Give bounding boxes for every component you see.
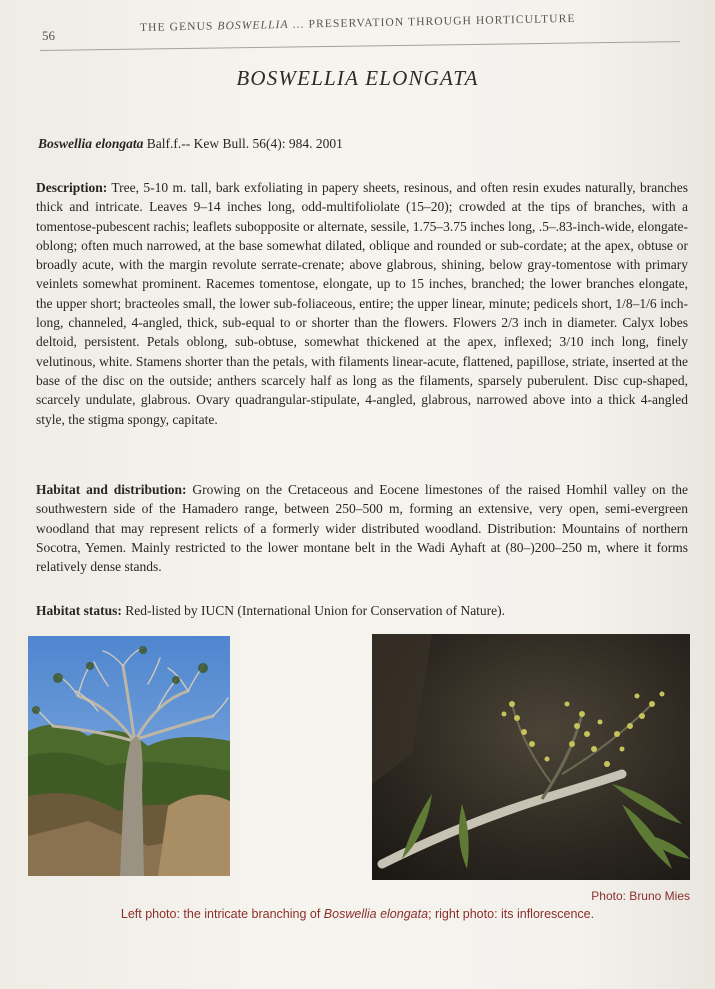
running-head-genus: BOSWELLIA — [217, 18, 289, 33]
inflorescence-photo-image — [372, 634, 690, 880]
description-label: Description: — [36, 180, 108, 195]
page-header — [40, 12, 690, 44]
figure-caption — [0, 907, 715, 921]
citation-reference: Balf.f.-- Kew Bull. 56(4): 984. 2001 — [143, 136, 343, 151]
caption-post: ; right photo: its inflorescence. — [428, 907, 595, 921]
status-text: Red-listed by IUCN (International Union for Conservation of Nature). — [121, 603, 506, 618]
page-title: BOSWELLIA ELONGATA — [236, 66, 479, 90]
citation — [38, 136, 343, 152]
status-label: Habitat status: — [36, 603, 122, 618]
caption-species: Boswellia elongata — [323, 907, 429, 921]
description-paragraph — [36, 178, 688, 429]
running-head — [140, 13, 576, 34]
status-paragraph — [36, 601, 688, 620]
tree-photo-image — [28, 636, 230, 876]
habitat-text: Growing on the Cretaceous and Eocene limestones of the raised Homhil valley on the southwestern side of the Hamadero range, between 250–500 m, forming an extensive, very open, semi-evergreen woodland that may represent relicts of a formerly wider distributed woodland. Distribution: Mountains of northern Socotra, Yemen. Mainly restricted to the lower montane belt in the Wadi Ayhaft at (80–)200–250 m, where it forms relatively dense stands. — [36, 482, 688, 575]
photo-credit: Photo: Bruno Mies — [591, 889, 690, 903]
description-text: Tree, 5-10 m. tall, bark exfoliating in papery sheets, resinous, and often resin exudes naturally, branches thick and intricate. Leaves 9–14 inches long, odd-multifoliolate (15–20); crowded at the tips of branches, with a tomentose-pubescent rachis; leaflets subopposite or alternate, sessile, 1.75–3.75 inches long, .5–.83-inch-wide, elongate-oblong; often much narrowed, at the base somewhat dilated, oblique and rounded or sub-cordate; at the apex, obtuse or broadly acute, with the margin revolute serrate-crenate; above glabrous, shining, below gray-tomentose with primary veinlets somewhat prominent. Racemes tomentose, elongate, up to 15 inches, branched; the lower branches elongate, the upper short; bracteoles small, the lower sub-foliaceous, entire; the upper linear, minute; pedicels short, 1/8–1/6 inch-long, channeled, 4-angled, thick, sub-equal to or shorter than the flowers. Flowers 2/3 inch in diameter. Calyx lobes deltoid, persistent. Petals oblong, sub-obtuse, somewhat thickened at the apex, inflexed; 3/10 inch long, finely velutinous, white. Stamens shorter than the petals, with filaments linear-acute, flattened, papillose, striate, inserted at the base of the disc on the outside; anthers scarcely half as long as the filaments, sparsely puberulent. Disc cup-shaped, scarcely undulate, glabrous. Ovary quadrangular-stipulate, 4-angled, glabrous, narrowed above into a thick 4-angled style, the stigma spongy, capitate. — [36, 180, 688, 427]
tree-photo — [28, 636, 230, 876]
citation-species: Boswellia elongata — [38, 136, 144, 151]
running-head-pre: THE GENUS — [139, 20, 218, 34]
habitat-label: Habitat and distribution: — [36, 482, 187, 497]
inflorescence-photo — [372, 634, 690, 880]
page-number: 56 — [42, 28, 55, 43]
habitat-paragraph — [36, 480, 688, 576]
caption-pre: Left photo: the intricate branching of — [120, 907, 324, 921]
running-head-post: ... PRESERVATION THROUGH HORTICULTURE — [288, 12, 576, 31]
